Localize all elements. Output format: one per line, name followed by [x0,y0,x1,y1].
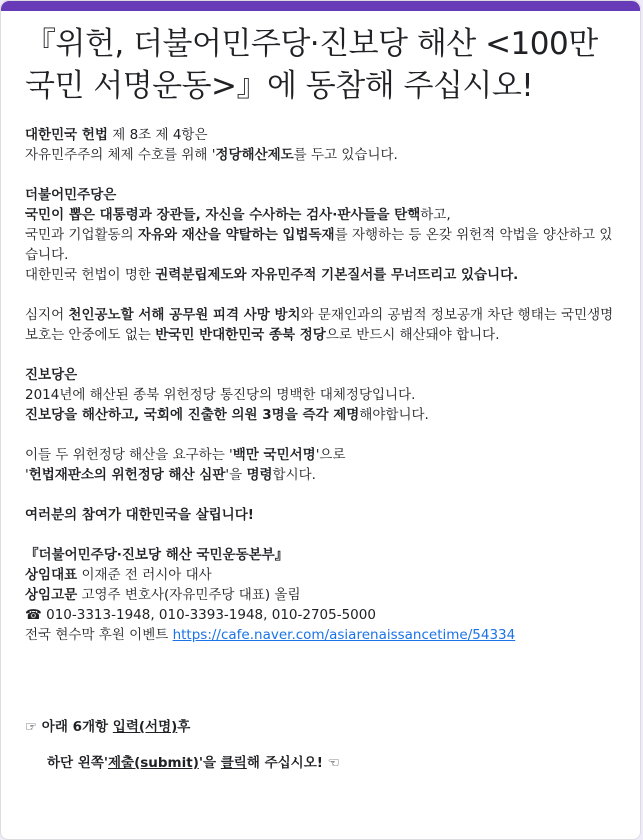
desc-text: 이재준 전 러시아 대사 [77,567,212,583]
desc-text: 심지어 [25,307,69,323]
form-description [25,125,615,645]
desc-bold: 헌법재판소의 위헌정당 해산 심판 [28,467,226,483]
desc-paragraph [25,205,615,225]
form-title: 『위헌, 더불어민주당·진보당 해산 <100만 국민 서명운동>』에 동참해 주십시오! [25,26,598,104]
instr-bold: 6개항 [72,719,109,735]
desc-bold: 상임대표 [25,567,78,583]
desc-bold: 자유와 재산을 약탈하는 입법독재 [137,227,335,243]
instr-text: 아래 [37,719,73,735]
desc-text: 고영주 변호사(자유민주당 대표) 올림 [77,587,301,603]
phone-numbers: 010-3313-1948, 010-3393-1948, 010-2705-5000 [41,607,376,623]
pointing-left-icon: ☜ [327,755,340,771]
desc-paragraph [25,405,615,425]
desc-paragraph [25,365,615,385]
desc-paragraph [25,125,615,145]
desc-bold: 상임고문 [25,587,78,603]
desc-text: 자유민주주의 체제 수호를 위해 ' [25,147,216,163]
instr-text: 후 [177,719,191,735]
instr-underline: 제출(submit) [108,755,199,771]
org-name: 『더불어민주당·진보당 해산 국민운동본부』 [25,547,289,563]
desc-text: ' [25,467,29,483]
desc-text: 와 문재인과의 공범적 정보공개 차단 행태는 국민생명 보호는 안중에도 없는 [25,307,614,343]
desc-paragraph [25,185,615,205]
desc-bold: 진보당은 [25,367,78,383]
desc-text: '을 [225,467,247,483]
desc-paragraph [25,465,615,485]
desc-bold: 정당해산제도 [215,147,294,163]
instr-text: 하단 왼쪽' [47,755,108,771]
desc-text: 2014년에 해산된 종북 위헌정당 통진당의 명백한 대체정당입니다. [25,387,416,403]
cafe-link[interactable]: https://cafe.naver.com/asiarenaissancetime/54334 [172,627,516,643]
desc-paragraph [25,505,615,525]
desc-text: 해야합니다. [359,407,429,423]
desc-bold: 진보당을 해산하고, 국회에 진출한 의원 3명을 즉각 제명 [25,407,360,423]
desc-bold: 여러분의 참여가 대한민국을 살립니다! [25,507,254,523]
desc-paragraph [25,585,615,605]
desc-paragraph [25,445,615,465]
desc-text: 국민과 기업활동의 [25,227,138,243]
desc-text: 합시다. [272,467,316,483]
desc-text: 전국 현수막 후원 이벤트 [25,627,173,643]
desc-text: 를 두고 있습니다. [293,147,398,163]
desc-bold: 국민이 뽑은 대통령과 장관들, 자신을 수사하는 검사·판사들을 탄핵 [25,207,421,223]
desc-paragraph [25,225,615,265]
desc-paragraph [25,545,615,565]
desc-paragraph [25,145,615,165]
phone-icon: ☎ [25,607,42,623]
instruction-line-1 [25,717,190,737]
instr-text: 해 주십시오! [246,755,328,771]
desc-text: 이들 두 위헌정당 해산을 요구하는 ' [25,447,233,463]
form-accent-bar [1,1,640,11]
desc-bold: 명령 [246,467,273,483]
desc-bold: 더불어민주당은 [25,187,117,203]
desc-bold: 반국민 반대한민국 종북 정당 [155,327,326,343]
desc-bold: 천인공노할 서해 공무원 피격 사망 방치 [68,307,301,323]
instr-text: '을 [198,755,221,771]
desc-text: 하고, [420,207,451,223]
desc-paragraph [25,625,615,645]
desc-text: 대한민국 헌법이 명한 [25,267,156,283]
instruction-line-2 [47,753,340,773]
pointing-right-icon: ☞ [25,719,38,735]
instr-underline: 클릭 [220,755,247,771]
desc-paragraph [25,385,615,405]
desc-text: 를 자행하는 등 온갖 위헌적 악법을 양산하고 있습니다. [25,227,613,263]
desc-paragraph [25,605,615,625]
desc-text: 제 8조 제 4항은 [107,127,208,143]
desc-paragraph [25,565,615,585]
desc-text: '으로 [315,447,346,463]
desc-paragraph [25,305,615,345]
desc-paragraph [25,265,615,285]
instr-underline: 입력(서명) [112,719,178,735]
desc-bold: 백만 국민서명 [232,447,316,463]
desc-bold: 대한민국 헌법 [25,127,108,143]
desc-bold: 권력분립제도와 자유민주적 기본질서를 무너뜨리고 있습니다. [155,267,519,283]
desc-text: 으로 반드시 해산돼야 합니다. [325,327,500,343]
